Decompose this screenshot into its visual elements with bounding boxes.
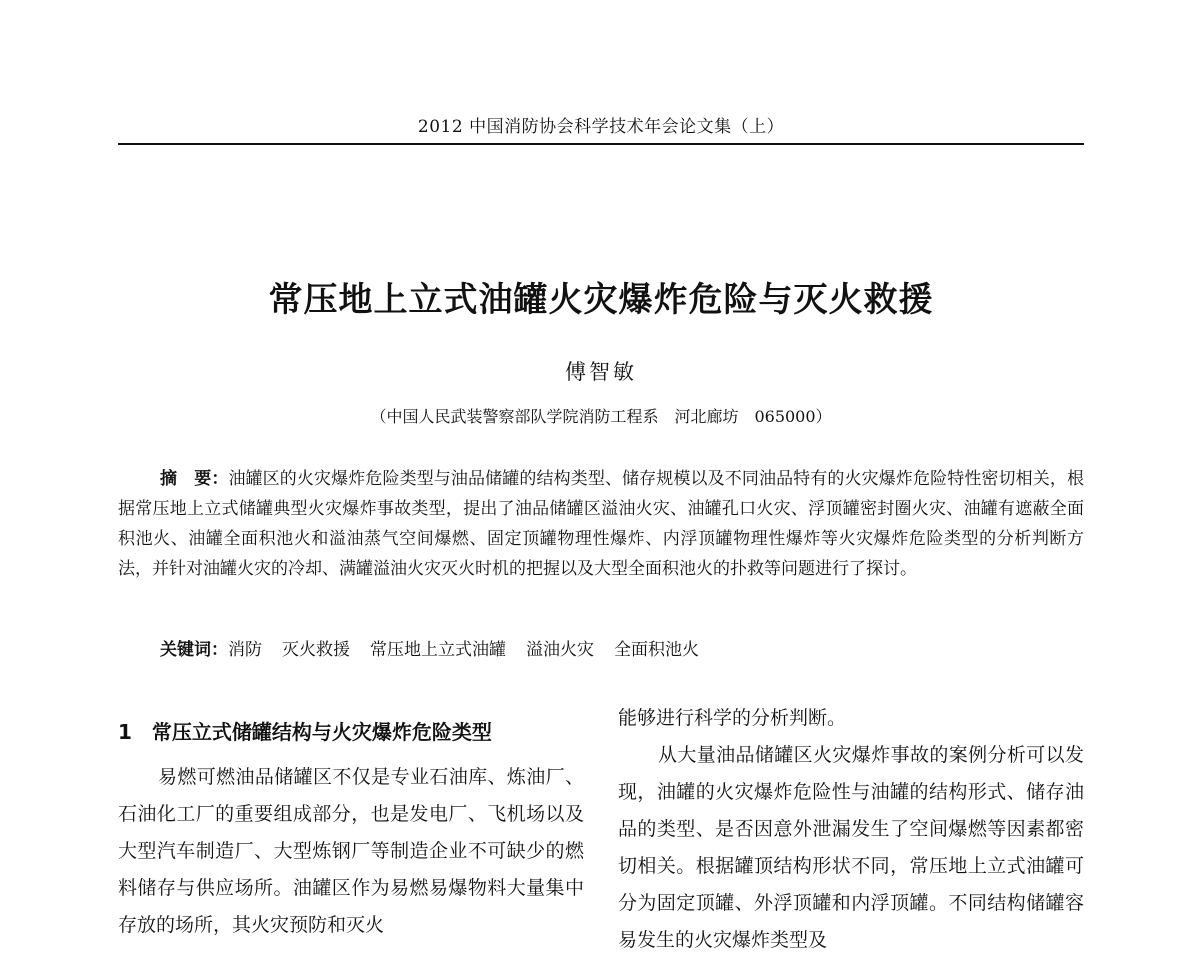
keyword: 灭火救援: [282, 640, 350, 660]
right-column: [618, 700, 1084, 959]
body-paragraph: 易燃可燃油品储罐区不仅是专业石油库、炼油厂、石油化工厂的重要组成部分，也是发电厂、飞机场以及大型汽车制造厂、大型炼钢厂等制造企业不可缺少的燃料储存与供应场所。油罐区作为易燃易爆物料大量集中存放的场所，其火灾预防和灭火: [118, 766, 584, 936]
abstract-label: 摘 要：: [160, 469, 229, 489]
keywords-label: 关键词：: [160, 640, 228, 660]
left-column: [118, 700, 584, 944]
body-paragraph: 从大量油品储罐区火灾爆炸事故的案例分析可以发现，油罐的火灾爆炸危险性与油罐的结构形式、储存油品的类型、是否因意外泄漏发生了空间爆燃等因素都密切相关。根据罐顶结构形状不同，常压地上立式油罐可分为固定顶罐、外浮顶罐和内浮顶罐。不同结构储罐容易发生的火灾爆炸类型及: [618, 744, 1084, 951]
keywords: [160, 635, 1080, 665]
paper-title: 常压地上立式油罐火灾爆炸危险与灭火救援: [268, 280, 934, 320]
section-heading: [118, 714, 584, 751]
section-title: 常压立式储罐结构与火灾爆炸危险类型: [151, 720, 492, 744]
running-header: 2012 中国消防协会科学技术年会论文集（上）: [417, 117, 785, 137]
author-name: 傅智敏: [565, 360, 637, 384]
continued-text: 能够进行科学的分析判断。: [618, 707, 847, 729]
keyword: 常压地上立式油罐: [370, 640, 506, 660]
abstract-text: 油罐区的火灾爆炸危险类型与油品储罐的结构类型、储存规模以及不同油品特有的火灾爆炸危险特性密切相关，根据常压地上立式储罐典型火灾爆炸事故类型，提出了油品储罐区溢油火灾、油罐孔口火灾、浮顶罐密封圈火灾、油罐有遮蔽全面积池火、油罐全面积池火和溢油蒸气空间爆燃、固定顶罐物理性爆炸、内浮顶罐物理性爆炸等火灾爆炸危险类型的分析判断方法，并针对油罐火灾的冷却、满罐溢油火灾灭火时机的把握以及大型全面积池火的扑救等问题进行了探讨。: [118, 469, 1084, 579]
author-affiliation: （中国人民武装警察部队学院消防工程系 河北廊坊 065000）: [370, 407, 832, 426]
keyword: 全面积池火: [614, 640, 699, 660]
keyword: 溢油火灾: [526, 640, 594, 660]
abstract: [118, 464, 1084, 584]
header-rule: [118, 143, 1084, 145]
section-number: 1: [118, 720, 132, 744]
keyword: 消防: [228, 640, 262, 660]
